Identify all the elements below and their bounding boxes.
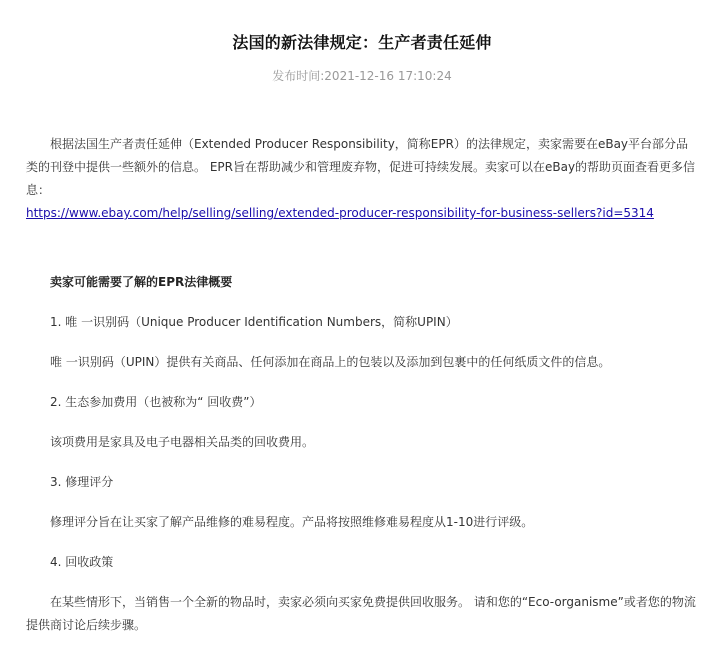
ebay-help-link[interactable]: https://www.ebay.com/help/selling/selling/extended-producer-responsibility-for-business-sellers?id=5314: [26, 206, 654, 220]
article-body: [26, 133, 698, 637]
item-1-text: 唯 一识别码（UPIN）提供有关商品、任何添加在商品上的包装以及添加到包裹中的任何纸质文件的信息。: [50, 355, 611, 369]
intro-text: 根据法国生产者责任延伸（Extended Producer Responsibility，简称EPR）的法律规定，卖家需要在eBay平台部分品类的刊登中提供一些额外的信息。 EPR旨在帮助减少和管理废弃物，促进可持续发展。卖家可以在eBay的帮助页面查看更多信息：: [26, 137, 696, 197]
article-title: 法国的新法律规定：生产者责任延伸: [232, 33, 492, 52]
item-2-title: 2. 生态参加费用（也被称为“ 回收费”）: [50, 395, 262, 409]
spacer: [26, 225, 698, 271]
publish-label: 发布时间:: [272, 69, 325, 83]
item-4-title: 4. 回收政策: [50, 555, 114, 569]
publish-info: [26, 68, 698, 84]
item-4-text: 在某些情形下，当销售一个全新的物品时，卖家必须向买家免费提供回收服务。 请和您的“Eco-organisme”或者您的物流提供商讨论后续步骤。: [26, 595, 696, 632]
item-3-text: 修理评分旨在让买家了解产品维修的难易程度。产品将按照维修难易程度从1-10进行评级。: [50, 515, 534, 529]
item-2-text: 该项费用是家具及电子电器相关品类的回收费用。: [50, 435, 315, 449]
item-1-title: 1. 唯 一识别码（Unique Producer Identification Numbers，简称UPIN）: [50, 315, 458, 329]
intro-paragraph: [26, 133, 698, 225]
section-heading: 卖家可能需要了解的EPR法律概要: [50, 275, 233, 289]
publish-time: 2021-12-16 17:10:24: [324, 69, 452, 83]
item-3-title: 3. 修理评分: [50, 475, 114, 489]
